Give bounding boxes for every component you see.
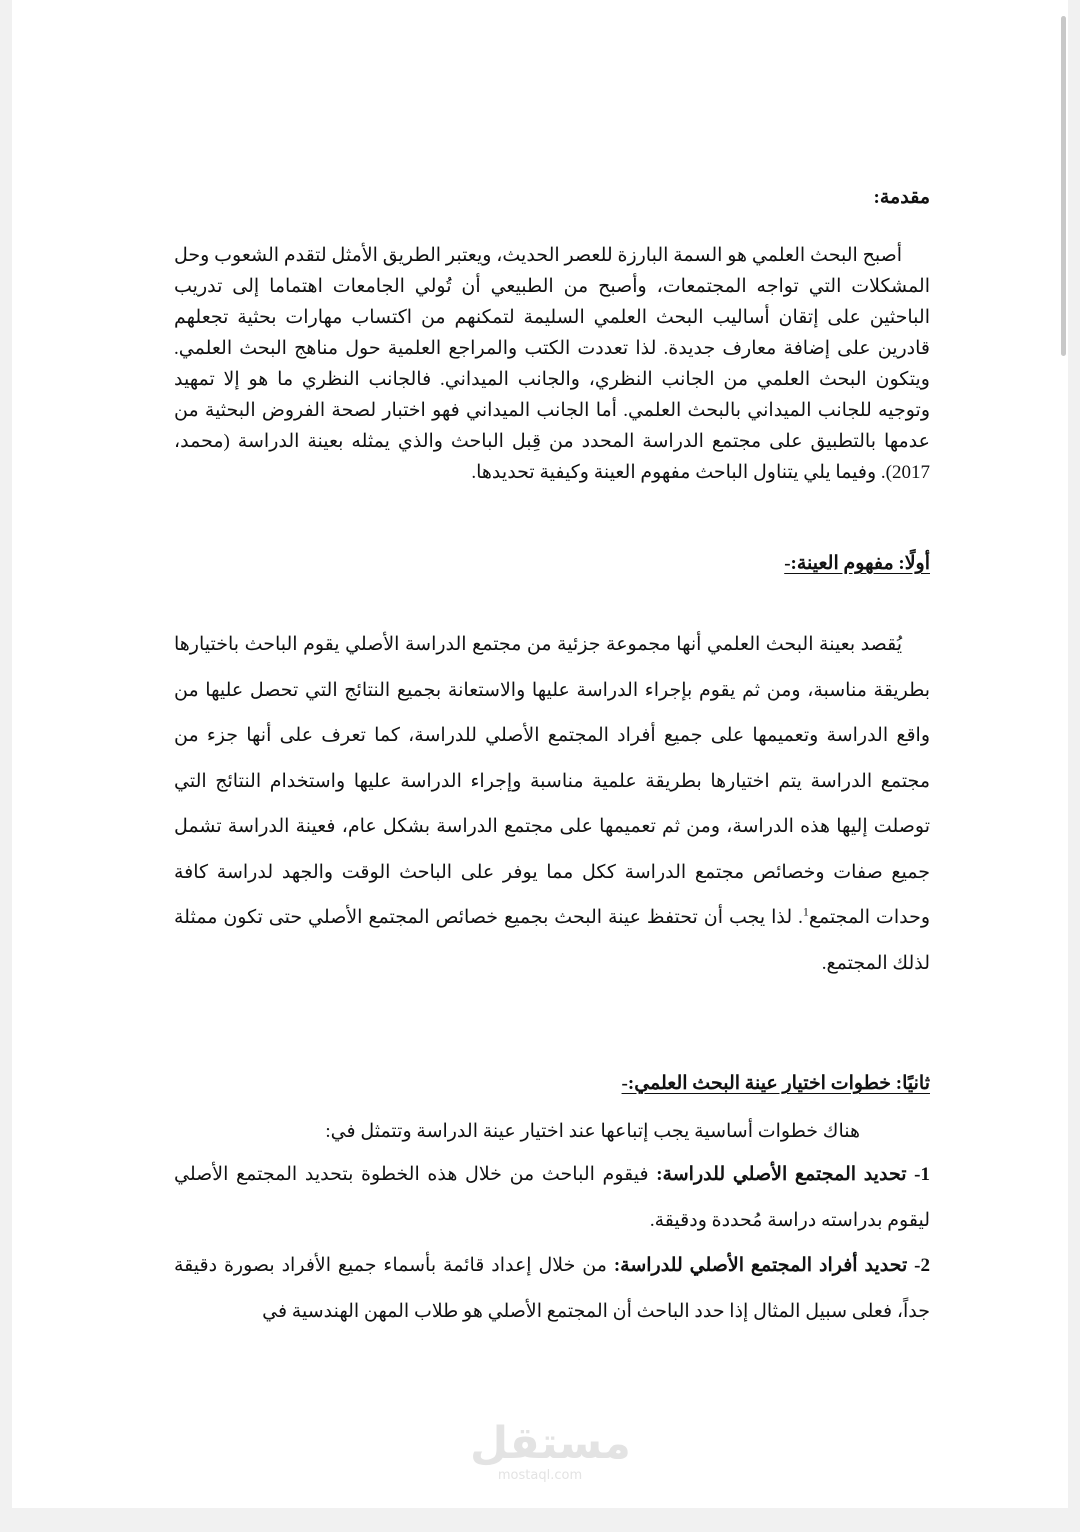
intro-paragraph: أصبح البحث العلمي هو السمة البارزة للعصر الحديث، ويعتبر الطريق الأمثل لتقدم الشعوب وحل المشكلات التي تواجه المجتمعات، وأصبح من الطبيعي أن تُولي الجامعات اهتماما إلى تدريب الباحثين على إتقان أساليب البحث العلمي السليمة لتمكنهم من اكتساب مهارات بحثية تجعلهم قادرين على إضافة معارف جديدة. لذا تعددت الكتب والمراجع العلمية حول مناهج البحث العلمي. ويتكون البحث العلمي من الجانب النظري، والجانب الميداني. فالجانب النظري ما هو إلا تمهيد وتوجيه للجانب الميداني بالبحث العلمي. أما الجانب الميداني فهو اختبار لصحة الفروض البحثية من عدمها بالتطبيق على مجتمع الدراسة المحدد من قِبل الباحث والذي يمثله بعينة الدراسة (محمد، 2017). وفيما يلي يتناول الباحث مفهوم العينة وكيفية تحديدها. xyxy=(174,245,930,483)
step-title: 1- تحديد المجتمع الأصلي للدراسة: xyxy=(656,1164,930,1185)
section1-heading: أولًا: مفهوم العينة:- xyxy=(784,553,930,574)
section1-text-a: يُقصد بعينة البحث العلمي أنها مجموعة جزئية من مجتمع الدراسة الأصلي يقوم الباحث باختيارها بطريقة مناسبة، ومن ثم يقوم بإجراء الدراسة عليها والاستعانة بجميع النتائج التي تحصل عليها من واقع الدراسة وتعميمها على جميع أفراد المجتمع الأصلي للدراسة، كما تعرف على أنها جزء من مجتمع الدراسة يتم اختيارها بطريقة علمية مناسبة وإجراء الدراسة عليها واستخدام النتائج التي توصلت إليها هذه الدراسة، ومن ثم تعميمها على مجتمع الدراسة بشكل عام، فعينة الدراسة تشمل جميع صفات وخصائص مجتمع الدراسة ككل مما يوفر على الباحث الوقت والجهد لدراسة كافة وحدات المجتمع xyxy=(174,634,930,928)
section1-paragraph xyxy=(174,622,930,986)
scrollbar-thumb[interactable] xyxy=(1061,16,1066,356)
watermark-url: mostaql.com xyxy=(497,1468,583,1483)
footnote-reference[interactable]: 1 xyxy=(802,904,809,919)
step-item xyxy=(174,1243,930,1334)
section1-text-b: . لذا يجب أن تحتفظ عينة البحث بجميع خصائص المجتمع الأصلي حتى تكون ممثلة لذلك المجتمع. xyxy=(174,907,930,974)
document-page xyxy=(12,0,1068,1508)
step-text: من خلال إعداد قائمة بأسماء جميع الأفراد بصورة دقيقة جداً، فعلى سبيل المثال إذا حدد الباحث أن المجتمع الأصلي هو طلاب المهن الهندسية في xyxy=(174,1255,930,1322)
mostaql-watermark xyxy=(470,1418,631,1484)
intro-heading: مقدمة: xyxy=(873,187,930,208)
step-text: فيقوم الباحث من خلال هذه الخطوة بتحديد المجتمع الأصلي ليقوم بدراسته دراسة مُحددة ودقيقة. xyxy=(174,1164,930,1231)
step-title: 2- تحديد أفراد المجتمع الأصلي للدراسة: xyxy=(613,1255,930,1276)
section2-heading: ثانيًا: خطوات اختيار عينة البحث العلمي:- xyxy=(621,1073,930,1094)
step-item xyxy=(174,1152,930,1243)
document-body xyxy=(174,180,930,1334)
watermark-logo-text: مستقل xyxy=(470,1418,631,1469)
section2-intro: هناك خطوات أساسية يجب إتباعها عند اختيار عينة الدراسة وتتمثل في: xyxy=(325,1121,860,1142)
